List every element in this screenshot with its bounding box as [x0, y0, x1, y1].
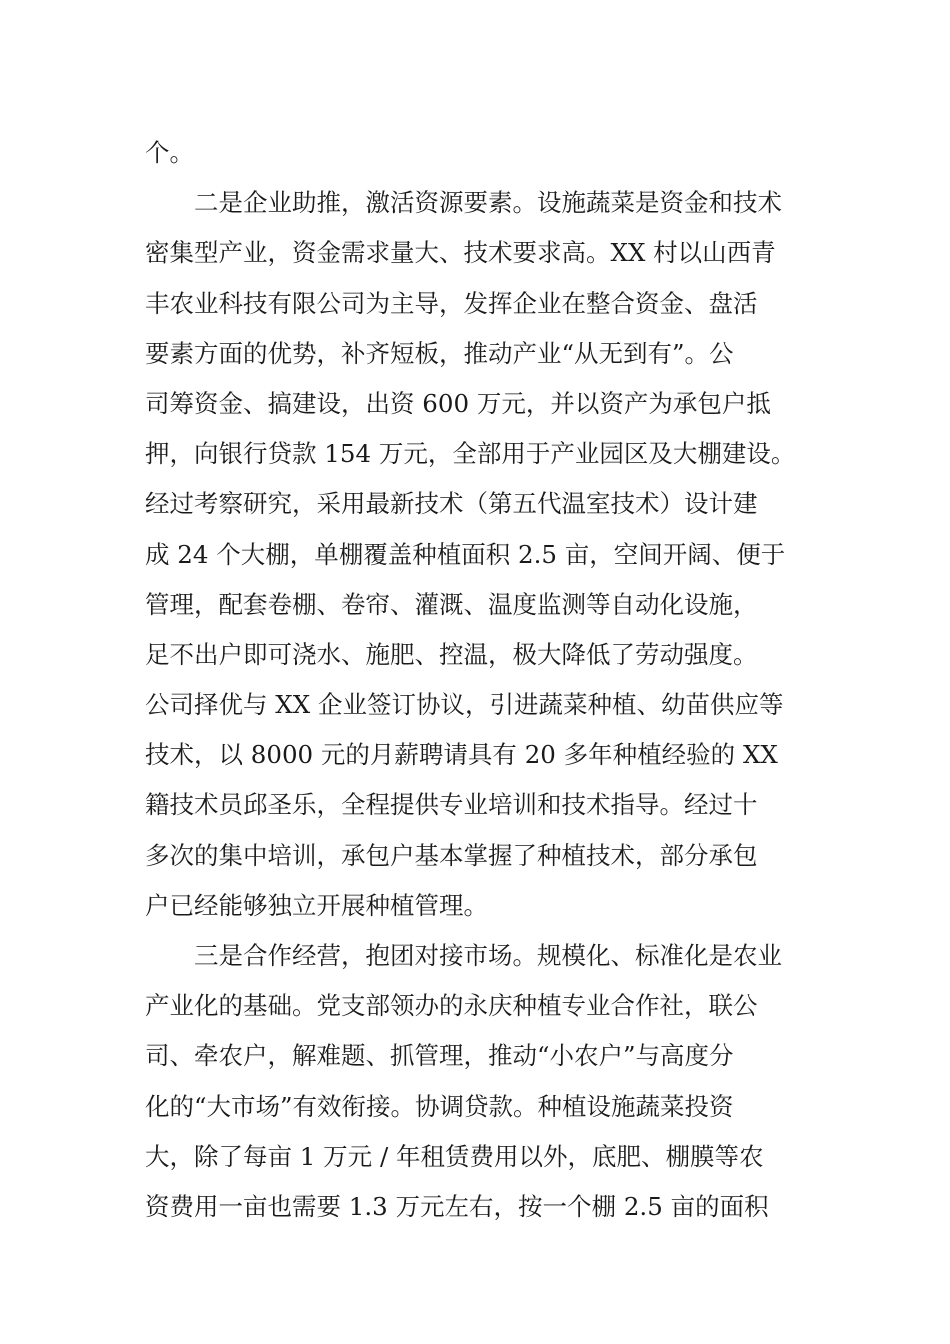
text-line: 化的“大市场”有效衔接。协调贷款。种植设施蔬菜投资 — [145, 1091, 734, 1121]
text-line: 产业化的基础。党支部领办的永庆种植专业合作社，联公 — [145, 991, 758, 1021]
text-line: 公司择优与 XX 企业签订协议，引进蔬菜种植、幼苗供应等 — [145, 690, 784, 720]
text-line: 押，向银行贷款 154 万元，全部用于产业园区及大棚建设。 — [145, 439, 796, 469]
text-line: 个。 — [145, 138, 194, 167]
text-line: 丰农业科技有限公司为主导，发挥企业在整合资金、盘活 — [145, 288, 758, 318]
text-line: 籍技术员邱圣乐，全程提供专业培训和技术指导。经过十 — [145, 790, 758, 820]
text-line: 司筹资金、搞建设，出资 600 万元，并以资产为承包户抵 — [145, 388, 771, 418]
text-line: 管理，配套卷棚、卷帘、灌溉、温度监测等自动化设施， — [145, 589, 758, 619]
text-line: 资费用一亩也需要 1.3 万元左右，按一个棚 2.5 亩的面积 — [145, 1191, 769, 1221]
paragraph-3-start: 三是合作经营，抱团对接市场。规模化、标准化是农业 — [194, 941, 782, 970]
text-line: 技术，以 8000 元的月薪聘请具有 20 多年种植经验的 XX — [145, 740, 778, 770]
text-line: 足不出户即可浇水、施肥、控温，极大降低了劳动强度。 — [145, 639, 758, 669]
text-line: 司、牵农户，解难题、抓管理，推动“小农户”与高度分 — [145, 1041, 734, 1071]
text-line: 大，除了每亩 1 万元 / 年租赁费用以外，底肥、棚膜等农 — [145, 1141, 764, 1171]
body-text — [145, 128, 825, 1232]
text-line: 要素方面的优势，补齐短板，推动产业“从无到有”。公 — [145, 338, 734, 368]
text-line: 多次的集中培训，承包户基本掌握了种植技术，部分承包 — [145, 840, 758, 870]
text-line: 户已经能够独立开展种植管理。 — [145, 890, 488, 920]
text-line: 密集型产业，资金需求量大、技术要求高。XX 村以山西青 — [145, 238, 776, 268]
text-line: 成 24 个大棚，单棚覆盖种植面积 2.5 亩，空间开阔、便于 — [145, 539, 786, 569]
text-line: 经过考察研究，采用最新技术（第五代温室技术）设计建 — [145, 489, 758, 519]
paragraph-2-start: 二是企业助推，激活资源要素。设施蔬菜是资金和技术 — [194, 188, 782, 218]
